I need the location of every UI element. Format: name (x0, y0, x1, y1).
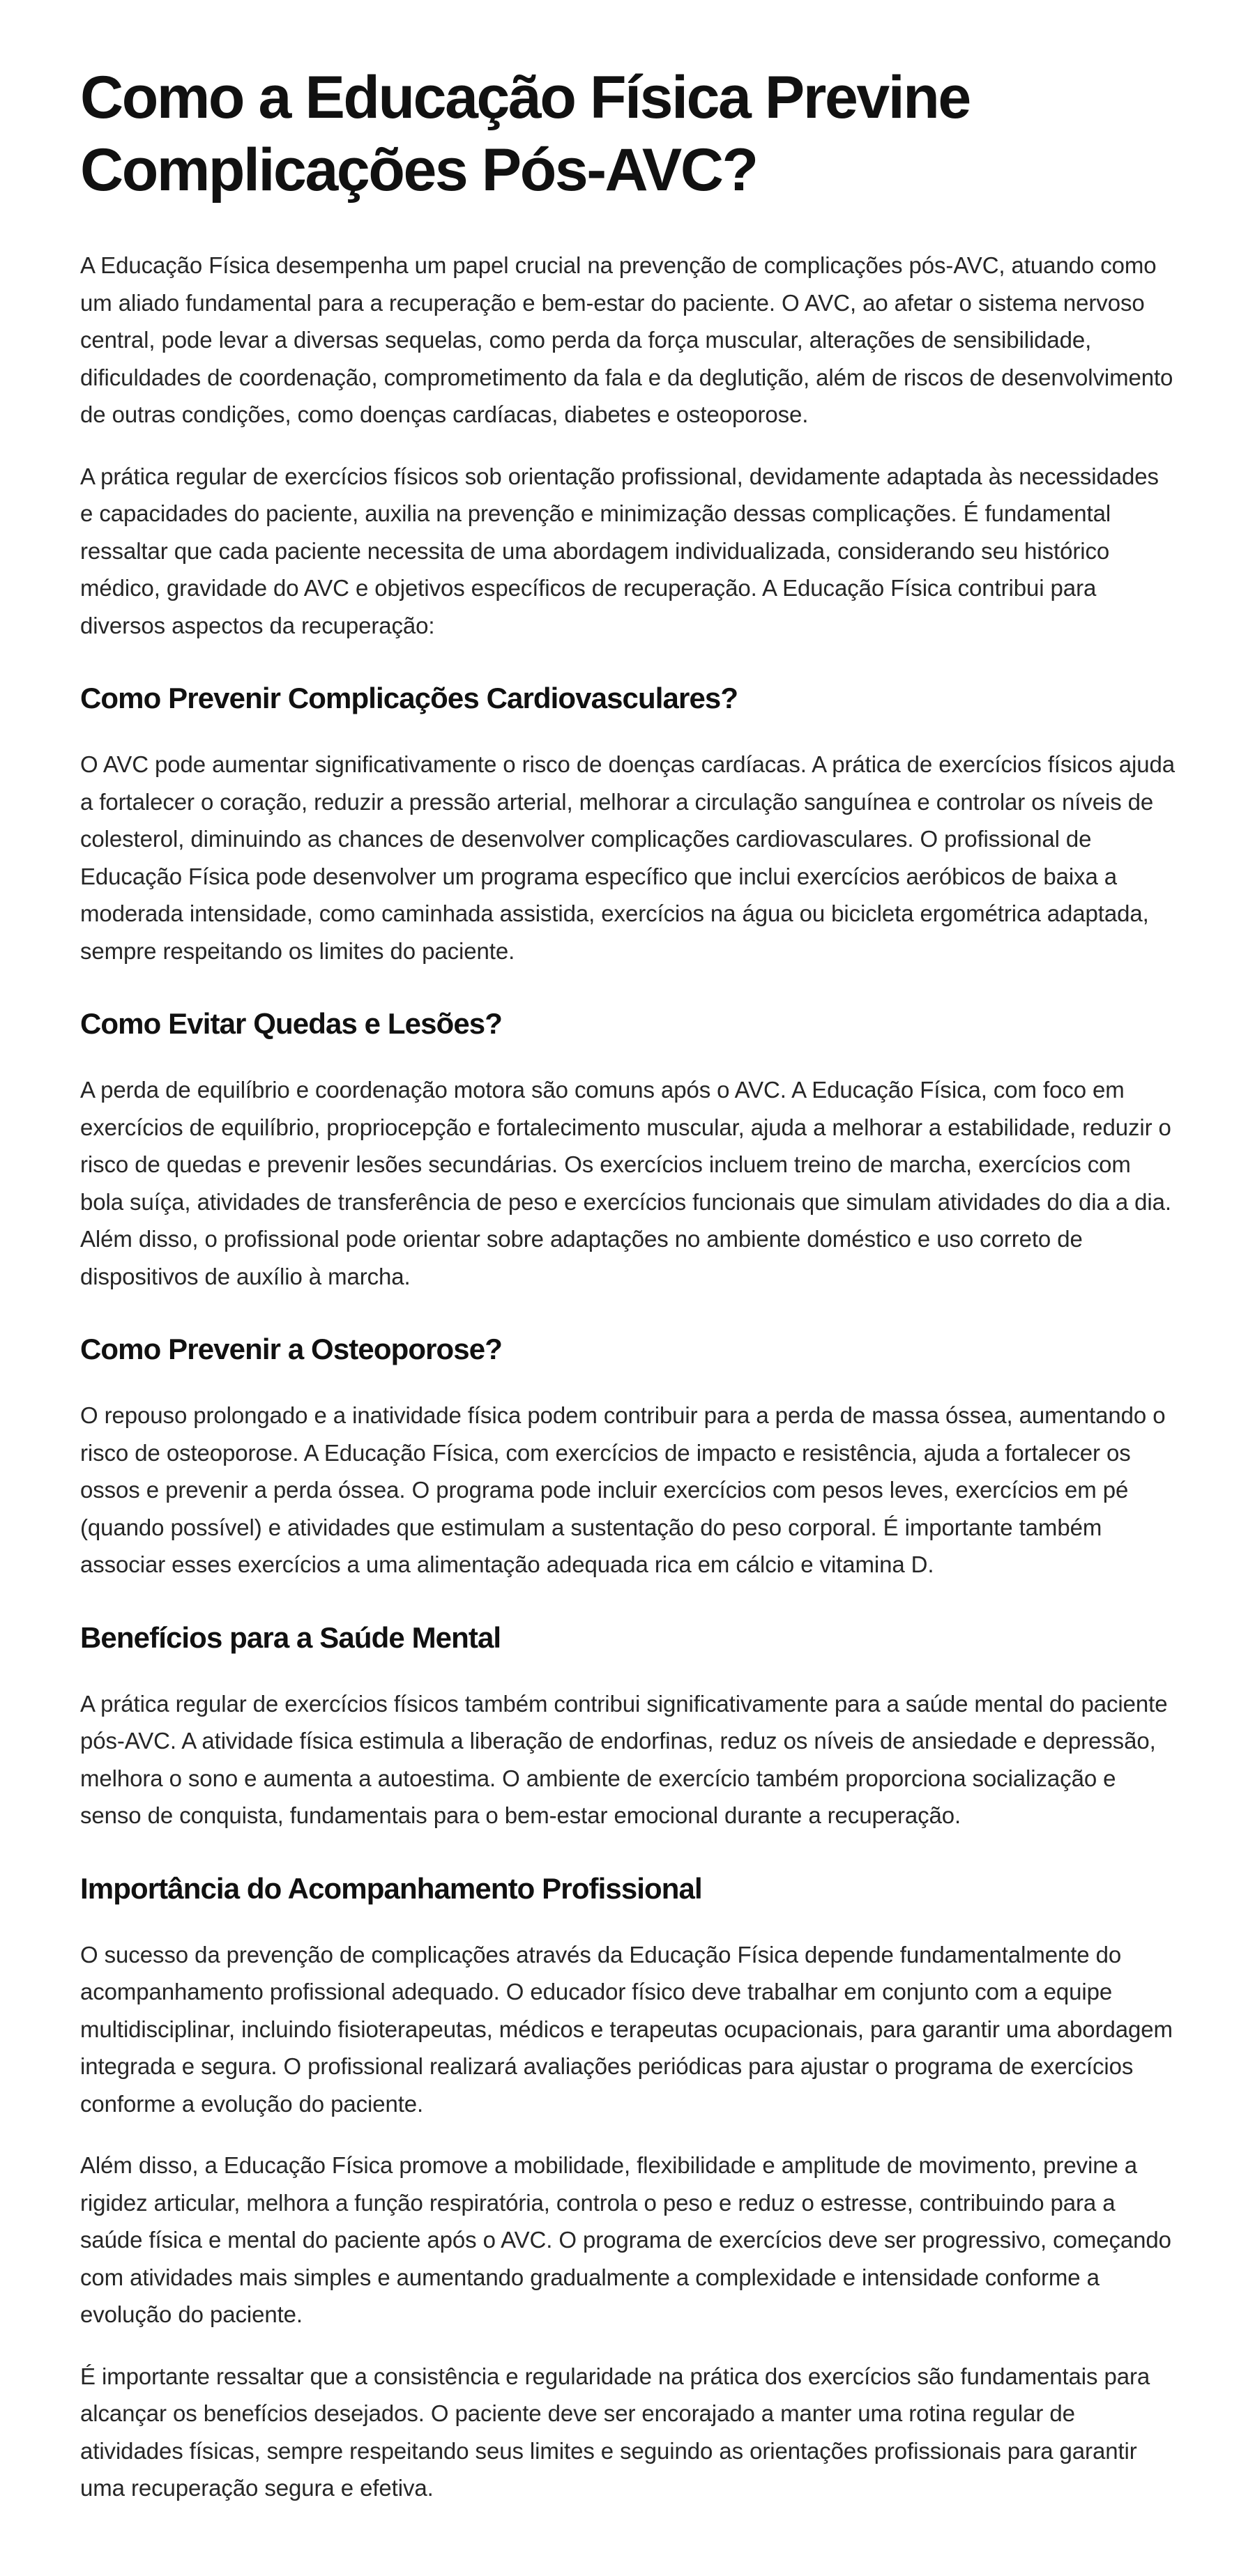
section-heading: Benefícios para a Saúde Mental (80, 1620, 501, 1654)
section-paragraph: O AVC pode aumentar significativamente o risco de doenças cardíacas. A prática de exercícios físicos ajuda a fortalecer o coração, reduzir a pressão arterial, melhorar a circulação sanguínea e controlar os níveis de colesterol, diminuindo as chances de desenvolver complicações cardiovasculares. O profissional de Educação Física pode desenvolver um programa específico que inclui exercícios aeróbicos de baixa a moderada intensidade, como caminhada assistida, exercícios na água ou bicicleta ergométrica adaptada, sempre respeitando os limites do paciente. (80, 751, 1175, 964)
section-paragraph: A prática regular de exercícios físicos também contribui significativamente para a saúde mental do paciente pós-AVC. A atividade física estimula a liberação de endorfinas, reduz os níveis de ansiedade e depressão, melhora o sono e aumenta a autoestima. O ambiente de exercício também proporciona socialização e senso de conquista, fundamentais para o bem-estar emocional durante a recuperação. (80, 1690, 1168, 1828)
section-osteoporose (80, 1328, 1175, 1584)
section-paragraph: A perda de equilíbrio e coordenação motora são comuns após o AVC. A Educação Física, com foco em exercícios de equilíbrio, propriocepção e fortalecimento muscular, ajuda a melhorar a estabilidade, reduzir o risco de quedas e prevenir lesões secundárias. Os exercícios incluem treino de marcha, exercícios com bola suíça, atividades de transferência de peso e exercícios funcionais que simulam atividades do dia a dia. Além disso, o profissional pode orientar sobre adaptações no ambiente doméstico e uso correto de dispositivos de auxílio à marcha. (80, 1077, 1171, 1289)
section-paragraph: É importante ressaltar que a consistência e regularidade na prática dos exercícios são fundamentais para alcançar os benefícios desejados. O paciente deve ser encorajado a manter uma rotina regular de atividades físicas, sempre respeitando seus limites e seguindo as orientações profissionais para garantir uma recuperação segura e efetiva. (80, 2363, 1150, 2501)
section-paragraph: O sucesso da prevenção de complicações através da Educação Física depende fundamentalmente do acompanhamento profissional adequado. O educador físico deve trabalhar em conjunto com a equipe multidisciplinar, incluindo fisioterapeutas, médicos e terapeutas ocupacionais, para garantir uma abordagem integrada e segura. O profissional realizará avaliações periódicas para ajustar o programa de exercícios conforme a evolução do paciente. (80, 1941, 1173, 2117)
intro-paragraph-2: A prática regular de exercícios físicos sob orientação profissional, devidamente adaptada às necessidades e capacidades do paciente, auxilia na prevenção e minimização dessas complicações. É fundamental ressaltar que cada paciente necessita de uma abordagem individualizada, considerando seu histórico médico, gravidade do AVC e objetivos específicos de recuperação. A Educação Física contribui para diversos aspectos da recuperação: (80, 463, 1159, 638)
intro-paragraph-1: A Educação Física desempenha um papel crucial na prevenção de complicações pós-AVC, atuando como um aliado fundamental para a recuperação e bem-estar do paciente. O AVC, ao afetar o sistema nervoso central, pode levar a diversas sequelas, como perda da força muscular, alterações de sensibilidade, dificuldades de coordenação, comprometimento da fala e da deglutição, além de riscos de desenvolvimento de outras condições, como doenças cardíacas, diabetes e osteoporose. (80, 252, 1173, 427)
section-cardiovascular (80, 677, 1175, 969)
section-heading: Importância do Acompanhamento Profissional (80, 1871, 702, 1905)
section-heading: Como Evitar Quedas e Lesões? (80, 1007, 503, 1040)
section-paragraph: Além disso, a Educação Física promove a mobilidade, flexibilidade e amplitude de movimento, previne a rigidez articular, melhora a função respiratória, controla o peso e reduz o estresse, contribuindo para a saúde física e mental do paciente após o AVC. O programa de exercícios deve ser progressivo, começando com atividades mais simples e aumentando gradualmente a complexidade e intensidade conforme a evolução do paciente. (80, 2152, 1171, 2327)
section-heading: Como Prevenir Complicações Cardiovasculares? (80, 682, 738, 714)
section-quedas-lesoes (80, 1003, 1175, 1295)
page-title: Como a Educação Física Previne Complicações Pós-AVC? (80, 64, 970, 204)
section-saude-mental (80, 1617, 1175, 1834)
section-acompanhamento (80, 1868, 1175, 2507)
section-paragraph: O repouso prolongado e a inatividade física podem contribuir para a perda de massa óssea, aumentando o risco de osteoporose. A Educação Física, com exercícios de impacto e resistência, ajuda a fortalecer os ossos e prevenir a perda óssea. O programa pode incluir exercícios com pesos leves, exercícios em pé (quando possível) e atividades que estimulam a sustentação do peso corporal. É importante também associar esses exercícios a uma alimentação adequada rica em cálcio e vitamina D. (80, 1402, 1166, 1577)
section-heading: Como Prevenir a Osteoporose? (80, 1333, 502, 1365)
